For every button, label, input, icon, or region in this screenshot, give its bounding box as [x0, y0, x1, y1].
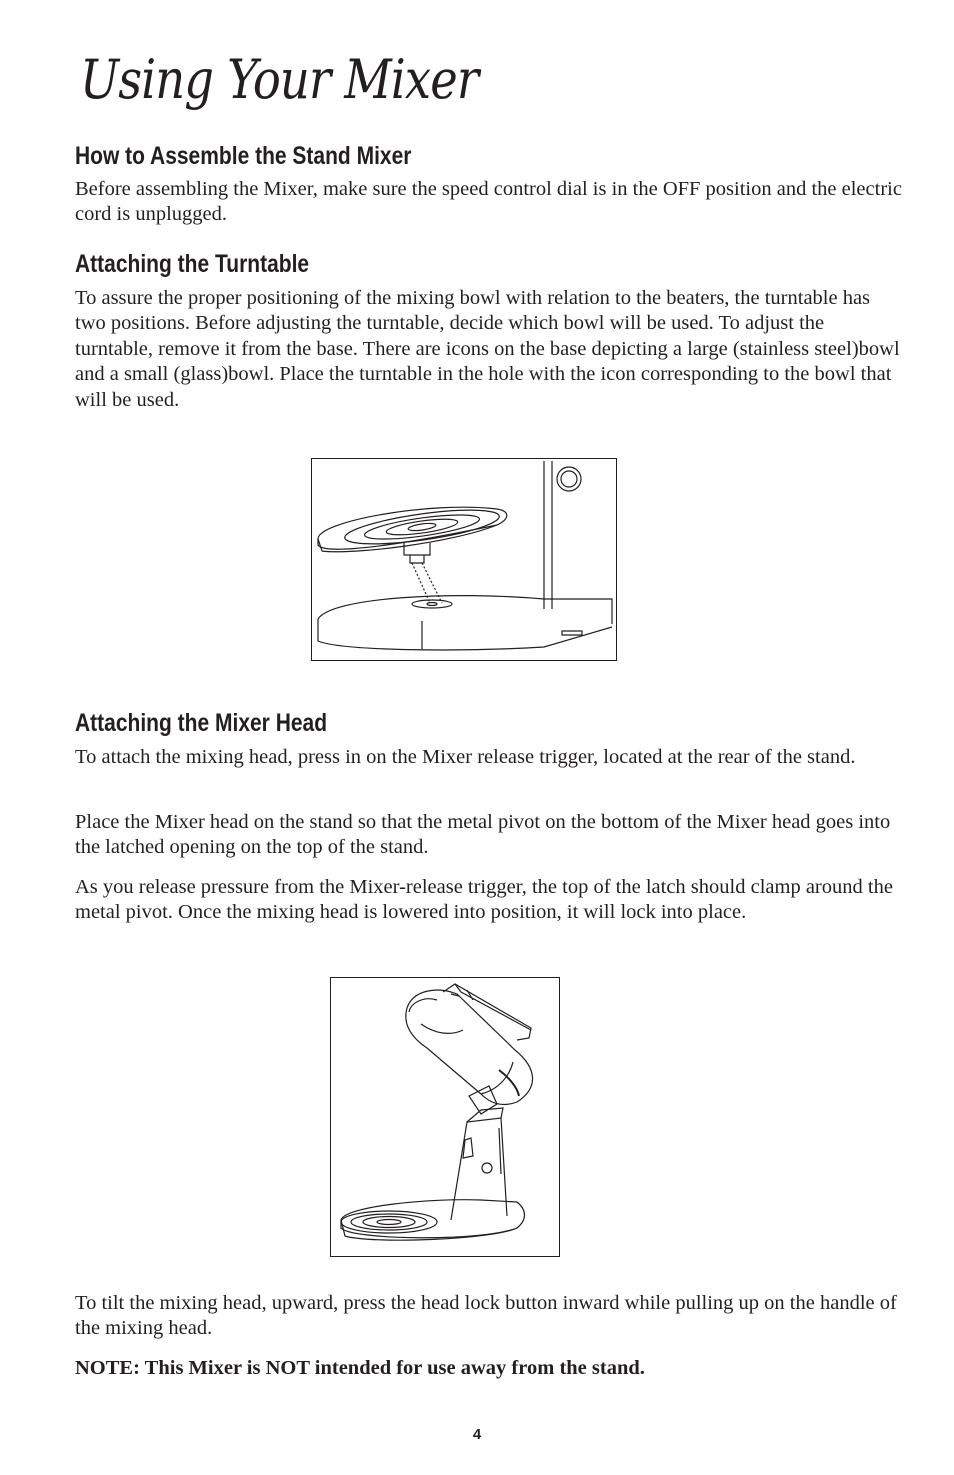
- section-paragraph: As you release pressure from the Mixer-release trigger, the top of the latch should clamp around the metal pivot. Once the mixing head is lowered into position, it will lock into place.: [75, 876, 893, 924]
- closing-paragraph: To tilt the mixing head, upward, press the head lock button inward while pulling up on the handle of the mixing head.: [75, 1292, 897, 1340]
- mixer-head-illustration: [330, 977, 560, 1257]
- turntable-illustration: [311, 458, 617, 661]
- section-heading-turntable: Attaching the Turntable: [75, 250, 310, 278]
- section-paragraph: Place the Mixer head on the stand so that the metal pivot on the bottom of the Mixer head goes into the latched opening on the top of the stand.: [75, 811, 891, 859]
- section-paragraph: To assure the proper positioning of the mixing bowl with relation to the beaters, the turntable has two positions. Before adjusting the turntable, decide which bowl will be used. To adjust the turntable, remove it from the base. There are icons on the base depicting a large (stainless steel)bowl and a small (glass)bowl. Place the turntable in the hole with the icon corresponding to the bowl that will be used.: [75, 287, 900, 411]
- page-number: 4: [472, 1426, 482, 1443]
- section-paragraph: To attach the mixing head, press in on the Mixer release trigger, located at the rear of the stand.: [75, 746, 856, 768]
- page-title: Using Your Mixer: [80, 48, 479, 111]
- section-heading-assemble: How to Assemble the Stand Mixer: [75, 142, 412, 170]
- section-heading-mixer-head: Attaching the Mixer Head: [75, 709, 328, 737]
- note-text: NOTE: This Mixer is NOT intended for use away from the stand.: [75, 1357, 645, 1379]
- section-paragraph: Before assembling the Mixer, make sure the speed control dial is in the OFF position and the electric cord is unplugged.: [75, 178, 902, 226]
